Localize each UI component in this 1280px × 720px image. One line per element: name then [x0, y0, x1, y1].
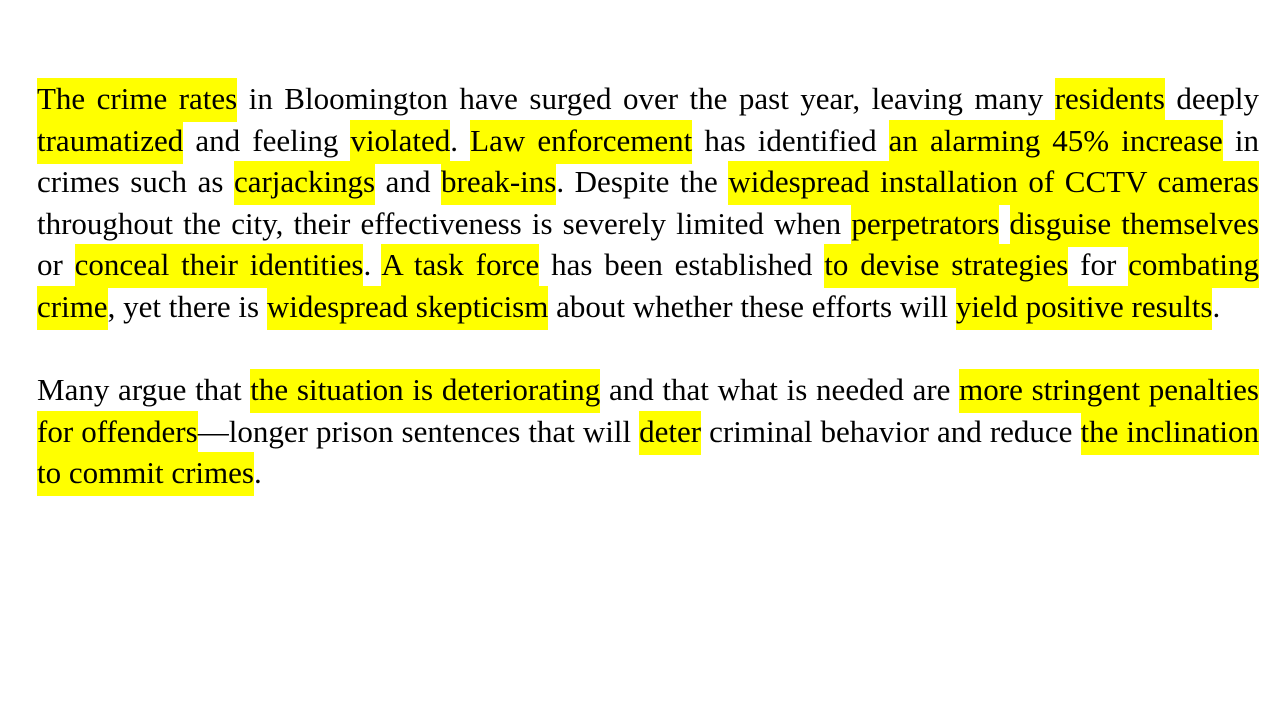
highlighted-phrase: the situation is deteriorating: [250, 369, 600, 413]
highlighted-phrase: A task force: [381, 244, 539, 288]
highlighted-phrase: traumatized: [37, 120, 183, 164]
text-run: and feeling: [183, 122, 351, 158]
text-run: has been established: [539, 247, 825, 283]
highlighted-phrase: conceal their identities: [75, 244, 364, 288]
text-run: .: [450, 122, 471, 158]
highlighted-phrase: residents: [1055, 78, 1165, 122]
text-run: has identified: [692, 122, 889, 158]
text-run: deeply: [1164, 81, 1259, 116]
highlighted-phrase: violated: [350, 120, 450, 164]
highlighted-phrase: yield positive results: [956, 286, 1213, 330]
highlighted-phrase: perpetrators: [851, 203, 999, 247]
text-run: [999, 206, 1009, 241]
text-run: in Bloomington have surged over the past year, leaving many: [237, 81, 1055, 116]
text-run: , yet there is: [107, 288, 267, 324]
text-run: criminal behavior and reduce: [701, 413, 1081, 449]
paragraph-1: [37, 78, 1259, 328]
highlighted-phrase: the inclination to commit crimes: [37, 411, 1259, 497]
highlighted-phrase: break-ins: [441, 161, 556, 205]
highlighted-phrase: deter: [639, 411, 701, 455]
highlighted-phrase: combating crime: [37, 244, 1259, 330]
text-run: .: [1212, 288, 1221, 324]
text-run: —longer prison sentences that will: [197, 413, 640, 449]
highlighted-phrase: an alarming 45% increase: [889, 120, 1223, 164]
highlighted-phrase: to devise strategies: [824, 244, 1068, 288]
text-run: throughout the city, their effectiveness is severely limited when: [37, 205, 852, 241]
paragraph-2: [37, 369, 1259, 494]
text-run: .: [253, 455, 262, 491]
highlighted-phrase: The crime rates: [37, 78, 237, 122]
highlighted-phrase: widespread installation of CCTV cameras: [728, 161, 1259, 205]
text-run: and: [375, 164, 442, 200]
text-run: for: [1068, 247, 1129, 283]
document-body: [37, 78, 1259, 494]
text-run: about whether these efforts will: [548, 288, 956, 324]
text-run: .: [363, 247, 382, 283]
highlighted-phrase: widespread skepticism: [267, 286, 549, 330]
text-run: in crimes such as: [37, 122, 1259, 200]
highlighted-phrase: more stringent penalties for offenders: [37, 369, 1259, 455]
text-run: Many argue that: [37, 372, 251, 408]
text-run: and that what is needed are: [600, 372, 960, 408]
highlighted-phrase: disguise themselves: [1010, 203, 1260, 247]
highlighted-phrase: carjackings: [234, 161, 375, 205]
text-run: . Despite the: [556, 164, 729, 200]
text-run: or: [37, 247, 75, 283]
highlighted-phrase: Law enforcement: [470, 120, 692, 164]
